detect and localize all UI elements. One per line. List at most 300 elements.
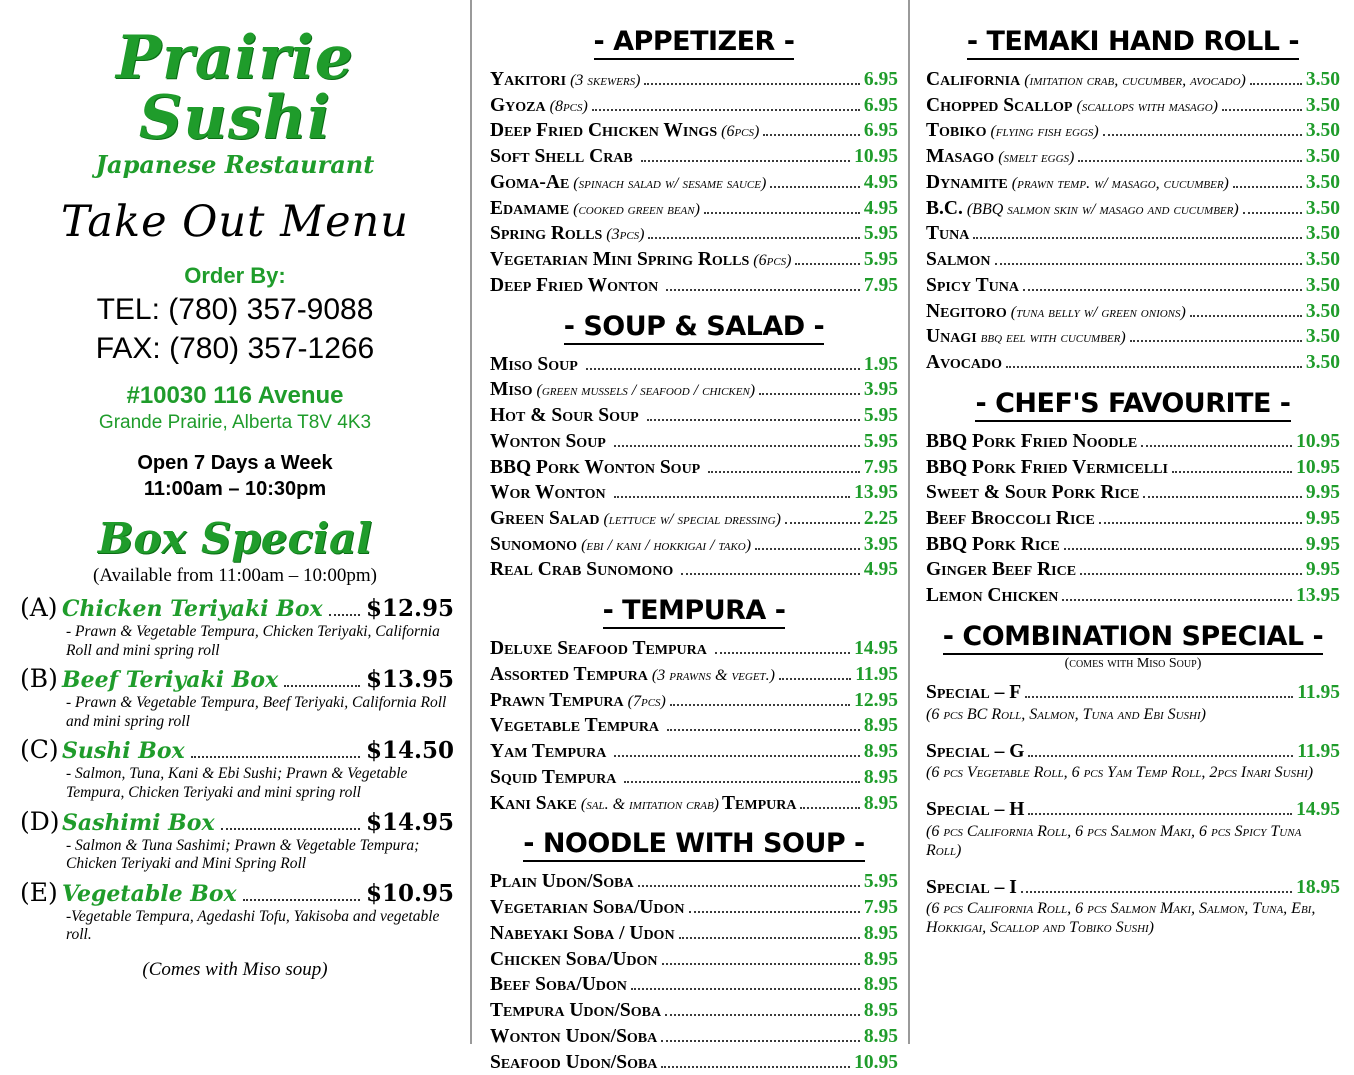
list-item xyxy=(926,680,1340,725)
item-price: 3.50 xyxy=(1306,350,1340,376)
list-item xyxy=(490,93,898,119)
box-price: $14.95 xyxy=(366,809,454,836)
box-price: $10.95 xyxy=(366,880,454,907)
dot-leader xyxy=(1243,204,1302,214)
item-description: (8pcs) xyxy=(550,96,588,117)
dot-leader xyxy=(1028,747,1293,757)
list-item xyxy=(490,1024,898,1050)
item-price: 9.95 xyxy=(1306,557,1340,583)
item-name: Vegetarian Soba/Udon xyxy=(490,895,685,921)
item-price: 3.50 xyxy=(1306,67,1340,93)
item-price: 8.95 xyxy=(864,947,898,973)
chefs-favourite-list xyxy=(926,429,1340,609)
item-price: 11.95 xyxy=(1297,680,1340,706)
box-name: Beef Teriyaki Box xyxy=(62,667,278,693)
item-name: Wonton Soup xyxy=(490,429,606,455)
list-item xyxy=(926,118,1340,144)
dot-leader xyxy=(329,604,360,616)
item-name: Nabeyaki Soba / Udon xyxy=(490,921,675,947)
dot-leader xyxy=(638,877,860,887)
item-name: B.C. xyxy=(926,196,963,222)
dot-leader xyxy=(641,152,850,162)
dot-leader xyxy=(800,799,859,809)
list-item xyxy=(490,895,898,921)
box-letter: (B) xyxy=(16,664,62,693)
item-name: Gyoza xyxy=(490,93,546,119)
item-name: Tobiko xyxy=(926,118,986,144)
list-item xyxy=(490,480,898,506)
tempura-list xyxy=(490,636,898,816)
item-name: Special – I xyxy=(926,875,1017,901)
dot-leader xyxy=(614,488,851,498)
item-name: Green Salad xyxy=(490,506,599,532)
item-name: Special – F xyxy=(926,680,1021,706)
list-item xyxy=(490,377,898,403)
street-address: #10030 116 Avenue xyxy=(16,382,454,410)
dot-leader xyxy=(614,437,860,447)
dot-leader xyxy=(665,1006,860,1016)
hours-days: Open 7 Days a Week xyxy=(16,450,454,476)
list-item xyxy=(490,869,898,895)
dot-leader xyxy=(1078,152,1302,162)
item-price: 8.95 xyxy=(864,739,898,765)
soup-salad-list xyxy=(490,352,898,584)
list-item xyxy=(490,947,898,973)
list-item xyxy=(16,664,454,731)
dot-leader xyxy=(614,747,860,757)
item-description: (3 skewers) xyxy=(570,70,640,91)
item-price: 8.95 xyxy=(864,765,898,791)
dot-leader xyxy=(661,1058,850,1068)
dot-leader xyxy=(191,746,360,758)
item-name: Deep Fried Chicken Wings xyxy=(490,118,717,144)
dot-leader xyxy=(1023,281,1302,291)
item-price: 4.95 xyxy=(864,170,898,196)
hours-time: 11:00am – 10:30pm xyxy=(16,476,454,502)
item-description: (cooked green bean) xyxy=(573,199,700,220)
item-price: 10.95 xyxy=(1296,429,1340,455)
item-price: 10.95 xyxy=(854,1050,898,1075)
item-name: Beef Broccoli Rice xyxy=(926,506,1095,532)
takeout-menu-title: Take Out Menu xyxy=(16,197,454,247)
list-item xyxy=(490,921,898,947)
list-item xyxy=(16,807,454,874)
dot-leader xyxy=(995,255,1302,265)
item-name: BBQ Pork Rice xyxy=(926,532,1060,558)
item-price: 9.95 xyxy=(1306,506,1340,532)
item-name: Tuna xyxy=(926,221,969,247)
list-item xyxy=(490,688,898,714)
item-description: (6 pcs California Roll, 6 pcs Salmon Maki, Salmon, Tuna, Ebi, Hokkigai, Scallop and Tobiko Sushi) xyxy=(926,900,1340,938)
dot-leader xyxy=(648,229,859,239)
dot-leader xyxy=(631,980,860,990)
item-name: Vegetable Tempura xyxy=(490,713,659,739)
list-item xyxy=(926,480,1340,506)
item-price: 4.95 xyxy=(864,196,898,222)
item-price: 6.95 xyxy=(864,67,898,93)
dot-leader xyxy=(1233,178,1302,188)
list-item xyxy=(16,593,454,660)
list-item xyxy=(490,429,898,455)
item-price: 8.95 xyxy=(864,1024,898,1050)
dot-leader xyxy=(755,540,860,550)
section-heading-tempura: - TEMPURA - xyxy=(490,595,898,626)
item-name: Spring Rolls xyxy=(490,221,602,247)
item-name: Special – G xyxy=(926,739,1024,765)
item-price: 10.95 xyxy=(1296,455,1340,481)
item-name: Kani Sake xyxy=(490,791,577,817)
box-price: $14.50 xyxy=(366,737,454,764)
item-name: Chopped Scallop xyxy=(926,93,1072,119)
list-item xyxy=(926,532,1340,558)
item-name: Negitoro xyxy=(926,299,1007,325)
list-item xyxy=(16,735,454,802)
list-item xyxy=(926,247,1340,273)
dot-leader xyxy=(1172,463,1292,473)
list-item xyxy=(490,998,898,1024)
right-column xyxy=(910,0,1354,1044)
dot-leader xyxy=(1080,565,1302,575)
list-item xyxy=(490,170,898,196)
item-price: 3.50 xyxy=(1306,324,1340,350)
item-description: (3pcs) xyxy=(606,224,644,245)
list-item xyxy=(926,324,1340,350)
item-description: (6pcs) xyxy=(753,250,791,271)
item-name: Goma-Ae xyxy=(490,170,569,196)
list-item xyxy=(16,878,454,945)
dot-leader xyxy=(1222,101,1302,111)
box-special-title: Box Special xyxy=(16,514,454,563)
item-price: 14.95 xyxy=(1296,797,1340,823)
item-name: Squid Tempura xyxy=(490,765,616,791)
list-item xyxy=(926,196,1340,222)
item-price: 7.95 xyxy=(864,895,898,921)
box-name: Chicken Teriyaki Box xyxy=(62,596,323,622)
list-item xyxy=(926,797,1340,860)
item-price: 8.95 xyxy=(864,791,898,817)
middle-column xyxy=(470,0,910,1044)
list-item xyxy=(490,273,898,299)
combination-subtitle: (comes with Miso Soup) xyxy=(926,656,1340,672)
order-by-label: Order By: xyxy=(16,263,454,289)
item-name: Plain Udon/Soba xyxy=(490,869,634,895)
dot-leader xyxy=(1103,126,1302,136)
item-price: 3.50 xyxy=(1306,144,1340,170)
item-price: 8.95 xyxy=(864,713,898,739)
list-item xyxy=(926,429,1340,455)
box-description: -Vegetable Tempura, Agedashi Tofu, Yakisoba and vegetable roll. xyxy=(16,908,454,945)
item-name: Miso Soup xyxy=(490,352,578,378)
item-description: (scallops with masago) xyxy=(1076,96,1218,117)
section-heading-appetizer: - APPETIZER - xyxy=(490,26,898,57)
item-description: (ebi / kani / hokkigai / tako) xyxy=(581,535,751,556)
item-name-tail: Tempura xyxy=(722,791,796,817)
box-name: Sushi Box xyxy=(62,738,185,764)
item-price: 5.95 xyxy=(864,403,898,429)
combination-list xyxy=(926,680,1340,938)
item-price: 3.95 xyxy=(864,532,898,558)
box-description: - Salmon, Tuna, Kani & Ebi Sushi; Prawn & Vegetable Tempura, Chicken Teriyaki and mini spring roll xyxy=(16,765,454,802)
item-price: 3.50 xyxy=(1306,221,1340,247)
list-item xyxy=(926,557,1340,583)
item-price: 11.95 xyxy=(855,662,898,688)
item-name: Wor Wonton xyxy=(490,480,606,506)
box-price: $13.95 xyxy=(366,666,454,693)
list-item xyxy=(926,583,1340,609)
item-price: 1.95 xyxy=(864,352,898,378)
list-item xyxy=(490,247,898,273)
dot-leader xyxy=(1130,332,1302,342)
box-special-list xyxy=(16,593,454,945)
dot-leader xyxy=(667,721,860,731)
dot-leader xyxy=(715,644,850,654)
dot-leader xyxy=(221,818,360,830)
item-price: 11.95 xyxy=(1297,739,1340,765)
dot-leader xyxy=(1190,307,1302,317)
box-name: Vegetable Box xyxy=(62,881,237,907)
dot-leader xyxy=(1006,358,1302,368)
list-item xyxy=(926,350,1340,376)
item-name: Wonton Udon/Soba xyxy=(490,1024,657,1050)
list-item xyxy=(490,636,898,662)
list-item xyxy=(926,144,1340,170)
item-name: BBQ Pork Fried Noodle xyxy=(926,429,1137,455)
dot-leader xyxy=(662,955,860,965)
list-item xyxy=(926,739,1340,784)
list-item xyxy=(926,67,1340,93)
dot-leader xyxy=(1028,805,1292,815)
restaurant-subtitle: Japanese Restaurant xyxy=(16,150,454,179)
list-item xyxy=(490,557,898,583)
item-price: 6.95 xyxy=(864,93,898,119)
item-name: Soft Shell Crab xyxy=(490,144,633,170)
item-price: 8.95 xyxy=(864,921,898,947)
dot-leader xyxy=(661,1032,860,1042)
item-description: (7pcs) xyxy=(628,691,666,712)
item-price: 3.50 xyxy=(1306,170,1340,196)
list-item xyxy=(490,455,898,481)
box-description: - Salmon & Tuna Sashimi; Prawn & Vegetable Tempura; Chicken Teriyaki and Mini Spring Roll xyxy=(16,837,454,874)
item-description: bbq eel with cucumber) xyxy=(981,327,1126,348)
item-description: (6 pcs California Roll, 6 pcs Salmon Maki, 6 pcs Spicy Tuna Roll) xyxy=(926,823,1340,861)
hours-of-operation xyxy=(16,450,454,502)
item-name: BBQ Pork Wonton Soup xyxy=(490,455,700,481)
item-price: 3.50 xyxy=(1306,299,1340,325)
dot-leader xyxy=(785,514,860,524)
item-name: Vegetarian Mini Spring Rolls xyxy=(490,247,749,273)
telephone-number: TEL: (780) 357-9088 xyxy=(16,293,454,328)
item-name: Prawn Tempura xyxy=(490,688,624,714)
item-name: Deep Fried Wonton xyxy=(490,273,658,299)
item-name: Miso xyxy=(490,377,533,403)
item-name: Yakitori xyxy=(490,67,566,93)
dot-leader xyxy=(1143,488,1302,498)
item-name: Dynamite xyxy=(926,170,1008,196)
dot-leader xyxy=(708,463,860,473)
dot-leader xyxy=(1099,514,1302,524)
item-price: 14.95 xyxy=(854,636,898,662)
dot-leader xyxy=(973,229,1302,239)
list-item xyxy=(926,506,1340,532)
item-name: Deluxe Seafood Tempura xyxy=(490,636,707,662)
box-letter: (D) xyxy=(16,807,62,836)
item-price: 8.95 xyxy=(864,972,898,998)
item-price: 5.95 xyxy=(864,247,898,273)
item-description: (tuna belly w/ green onions) xyxy=(1011,302,1186,323)
section-heading-combination: - COMBINATION SPECIAL - xyxy=(926,621,1340,652)
box-letter: (C) xyxy=(16,735,62,764)
list-item xyxy=(490,67,898,93)
item-name: Seafood Udon/Soba xyxy=(490,1050,657,1075)
dot-leader xyxy=(763,126,860,136)
item-description: (3 prawns & veget.) xyxy=(652,665,775,686)
list-item xyxy=(490,662,898,688)
list-item xyxy=(490,1050,898,1075)
item-price: 3.50 xyxy=(1306,273,1340,299)
item-name: Salmon xyxy=(926,247,991,273)
dot-leader xyxy=(704,204,860,214)
list-item xyxy=(490,791,898,817)
dot-leader xyxy=(1021,883,1292,893)
item-price: 5.95 xyxy=(864,869,898,895)
box-description: - Prawn & Vegetable Tempura, Beef Teriyaki, California Roll and mini spring roll xyxy=(16,694,454,731)
dot-leader xyxy=(284,675,360,687)
left-column xyxy=(0,0,470,1044)
list-item xyxy=(926,875,1340,938)
item-name: California xyxy=(926,67,1020,93)
dot-leader xyxy=(681,565,860,575)
dot-leader xyxy=(1025,688,1293,698)
item-name: Special – H xyxy=(926,797,1024,823)
list-item xyxy=(490,739,898,765)
city-address: Grande Prairie, Alberta T8V 4K3 xyxy=(16,412,454,434)
list-item xyxy=(926,170,1340,196)
list-item xyxy=(926,221,1340,247)
list-item xyxy=(926,299,1340,325)
item-name: Sunomono xyxy=(490,532,577,558)
list-item xyxy=(926,455,1340,481)
item-price: 5.95 xyxy=(864,221,898,247)
dot-leader xyxy=(666,281,860,291)
item-description: (6 pcs BC Roll, Salmon, Tuna and Ebi Sushi) xyxy=(926,706,1340,725)
item-description: (BBQ salmon skin w/ masago and cucumber) xyxy=(967,199,1239,220)
dot-leader xyxy=(670,696,850,706)
item-description: (prawn temp. w/ masago, cucumber) xyxy=(1012,173,1229,194)
item-price: 3.50 xyxy=(1306,247,1340,273)
item-name: Real Crab Sunomono xyxy=(490,557,673,583)
dot-leader xyxy=(592,101,860,111)
item-name: Hot & Sour Soup xyxy=(490,403,639,429)
list-item xyxy=(926,273,1340,299)
item-price: 4.95 xyxy=(864,557,898,583)
item-price: 3.50 xyxy=(1306,196,1340,222)
dot-leader xyxy=(689,903,860,913)
box-name: Sashimi Box xyxy=(62,810,215,836)
fax-number: FAX: (780) 357-1266 xyxy=(16,332,454,367)
item-name: Ginger Beef Rice xyxy=(926,557,1076,583)
list-item xyxy=(490,506,898,532)
dot-leader xyxy=(1064,540,1302,550)
item-name: Masago xyxy=(926,144,994,170)
item-price: 6.95 xyxy=(864,118,898,144)
list-item xyxy=(490,972,898,998)
noodle-list xyxy=(490,869,898,1075)
item-price: 2.25 xyxy=(864,506,898,532)
item-price: 13.95 xyxy=(1296,583,1340,609)
section-heading-noodle: - NOODLE WITH SOUP - xyxy=(490,828,898,859)
box-special-availability: (Available from 11:00am – 10:00pm) xyxy=(16,565,454,587)
box-letter: (A) xyxy=(16,593,62,622)
item-price: 5.95 xyxy=(864,429,898,455)
item-description: (spinach salad w/ sesame sauce) xyxy=(573,173,766,194)
item-name: Sweet & Sour Pork Rice xyxy=(926,480,1139,506)
list-item xyxy=(490,196,898,222)
item-price: 7.95 xyxy=(864,455,898,481)
dot-leader xyxy=(759,385,860,395)
item-price: 8.95 xyxy=(864,998,898,1024)
item-name: Chicken Soba/Udon xyxy=(490,947,658,973)
section-heading-soup-salad: - SOUP & SALAD - xyxy=(490,311,898,342)
temaki-list xyxy=(926,67,1340,376)
item-name: Avocado xyxy=(926,350,1002,376)
dot-leader xyxy=(644,75,859,85)
dot-leader xyxy=(779,670,851,680)
dot-leader xyxy=(679,929,860,939)
item-name: Assorted Tempura xyxy=(490,662,648,688)
list-item xyxy=(490,352,898,378)
item-price: 9.95 xyxy=(1306,480,1340,506)
item-name: BBQ Pork Fried Vermicelli xyxy=(926,455,1168,481)
dot-leader xyxy=(1250,75,1302,85)
list-item xyxy=(490,221,898,247)
list-item xyxy=(490,144,898,170)
dot-leader xyxy=(770,178,860,188)
item-price: 7.95 xyxy=(864,273,898,299)
section-heading-chefs-favourite: - CHEF'S FAVOURITE - xyxy=(926,388,1340,419)
item-name: Tempura Udon/Soba xyxy=(490,998,661,1024)
dot-leader xyxy=(586,360,860,370)
box-price: $12.95 xyxy=(366,595,454,622)
dot-leader xyxy=(243,889,360,901)
dot-leader xyxy=(1141,437,1292,447)
dot-leader xyxy=(1062,591,1292,601)
item-price: 3.50 xyxy=(1306,118,1340,144)
item-price: 12.95 xyxy=(854,688,898,714)
appetizer-list xyxy=(490,67,898,299)
item-description: (6 pcs Vegetable Roll, 6 pcs Yam Temp Roll, 2pcs Inari Sushi) xyxy=(926,764,1340,783)
item-name: Lemon Chicken xyxy=(926,583,1058,609)
item-price: 10.95 xyxy=(854,144,898,170)
box-description: - Prawn & Vegetable Tempura, Chicken Teriyaki, California Roll and mini spring roll xyxy=(16,623,454,660)
list-item xyxy=(490,403,898,429)
item-price: 3.95 xyxy=(864,377,898,403)
box-letter: (E) xyxy=(16,878,62,907)
item-name: Edamame xyxy=(490,196,569,222)
item-description: (flying fish eggs) xyxy=(990,121,1098,142)
list-item xyxy=(926,93,1340,119)
list-item xyxy=(490,532,898,558)
item-name: Yam Tempura xyxy=(490,739,606,765)
dot-leader xyxy=(624,773,860,783)
list-item xyxy=(490,765,898,791)
box-special-footer: (Comes with Miso soup) xyxy=(16,959,454,981)
restaurant-name: Prairie Sushi xyxy=(16,28,454,148)
item-price: 13.95 xyxy=(854,480,898,506)
item-description: (sal. & imitation crab) xyxy=(581,794,719,815)
item-price: 3.50 xyxy=(1306,93,1340,119)
item-description: (lettuce w/ special dressing) xyxy=(603,509,780,530)
item-price: 18.95 xyxy=(1296,875,1340,901)
